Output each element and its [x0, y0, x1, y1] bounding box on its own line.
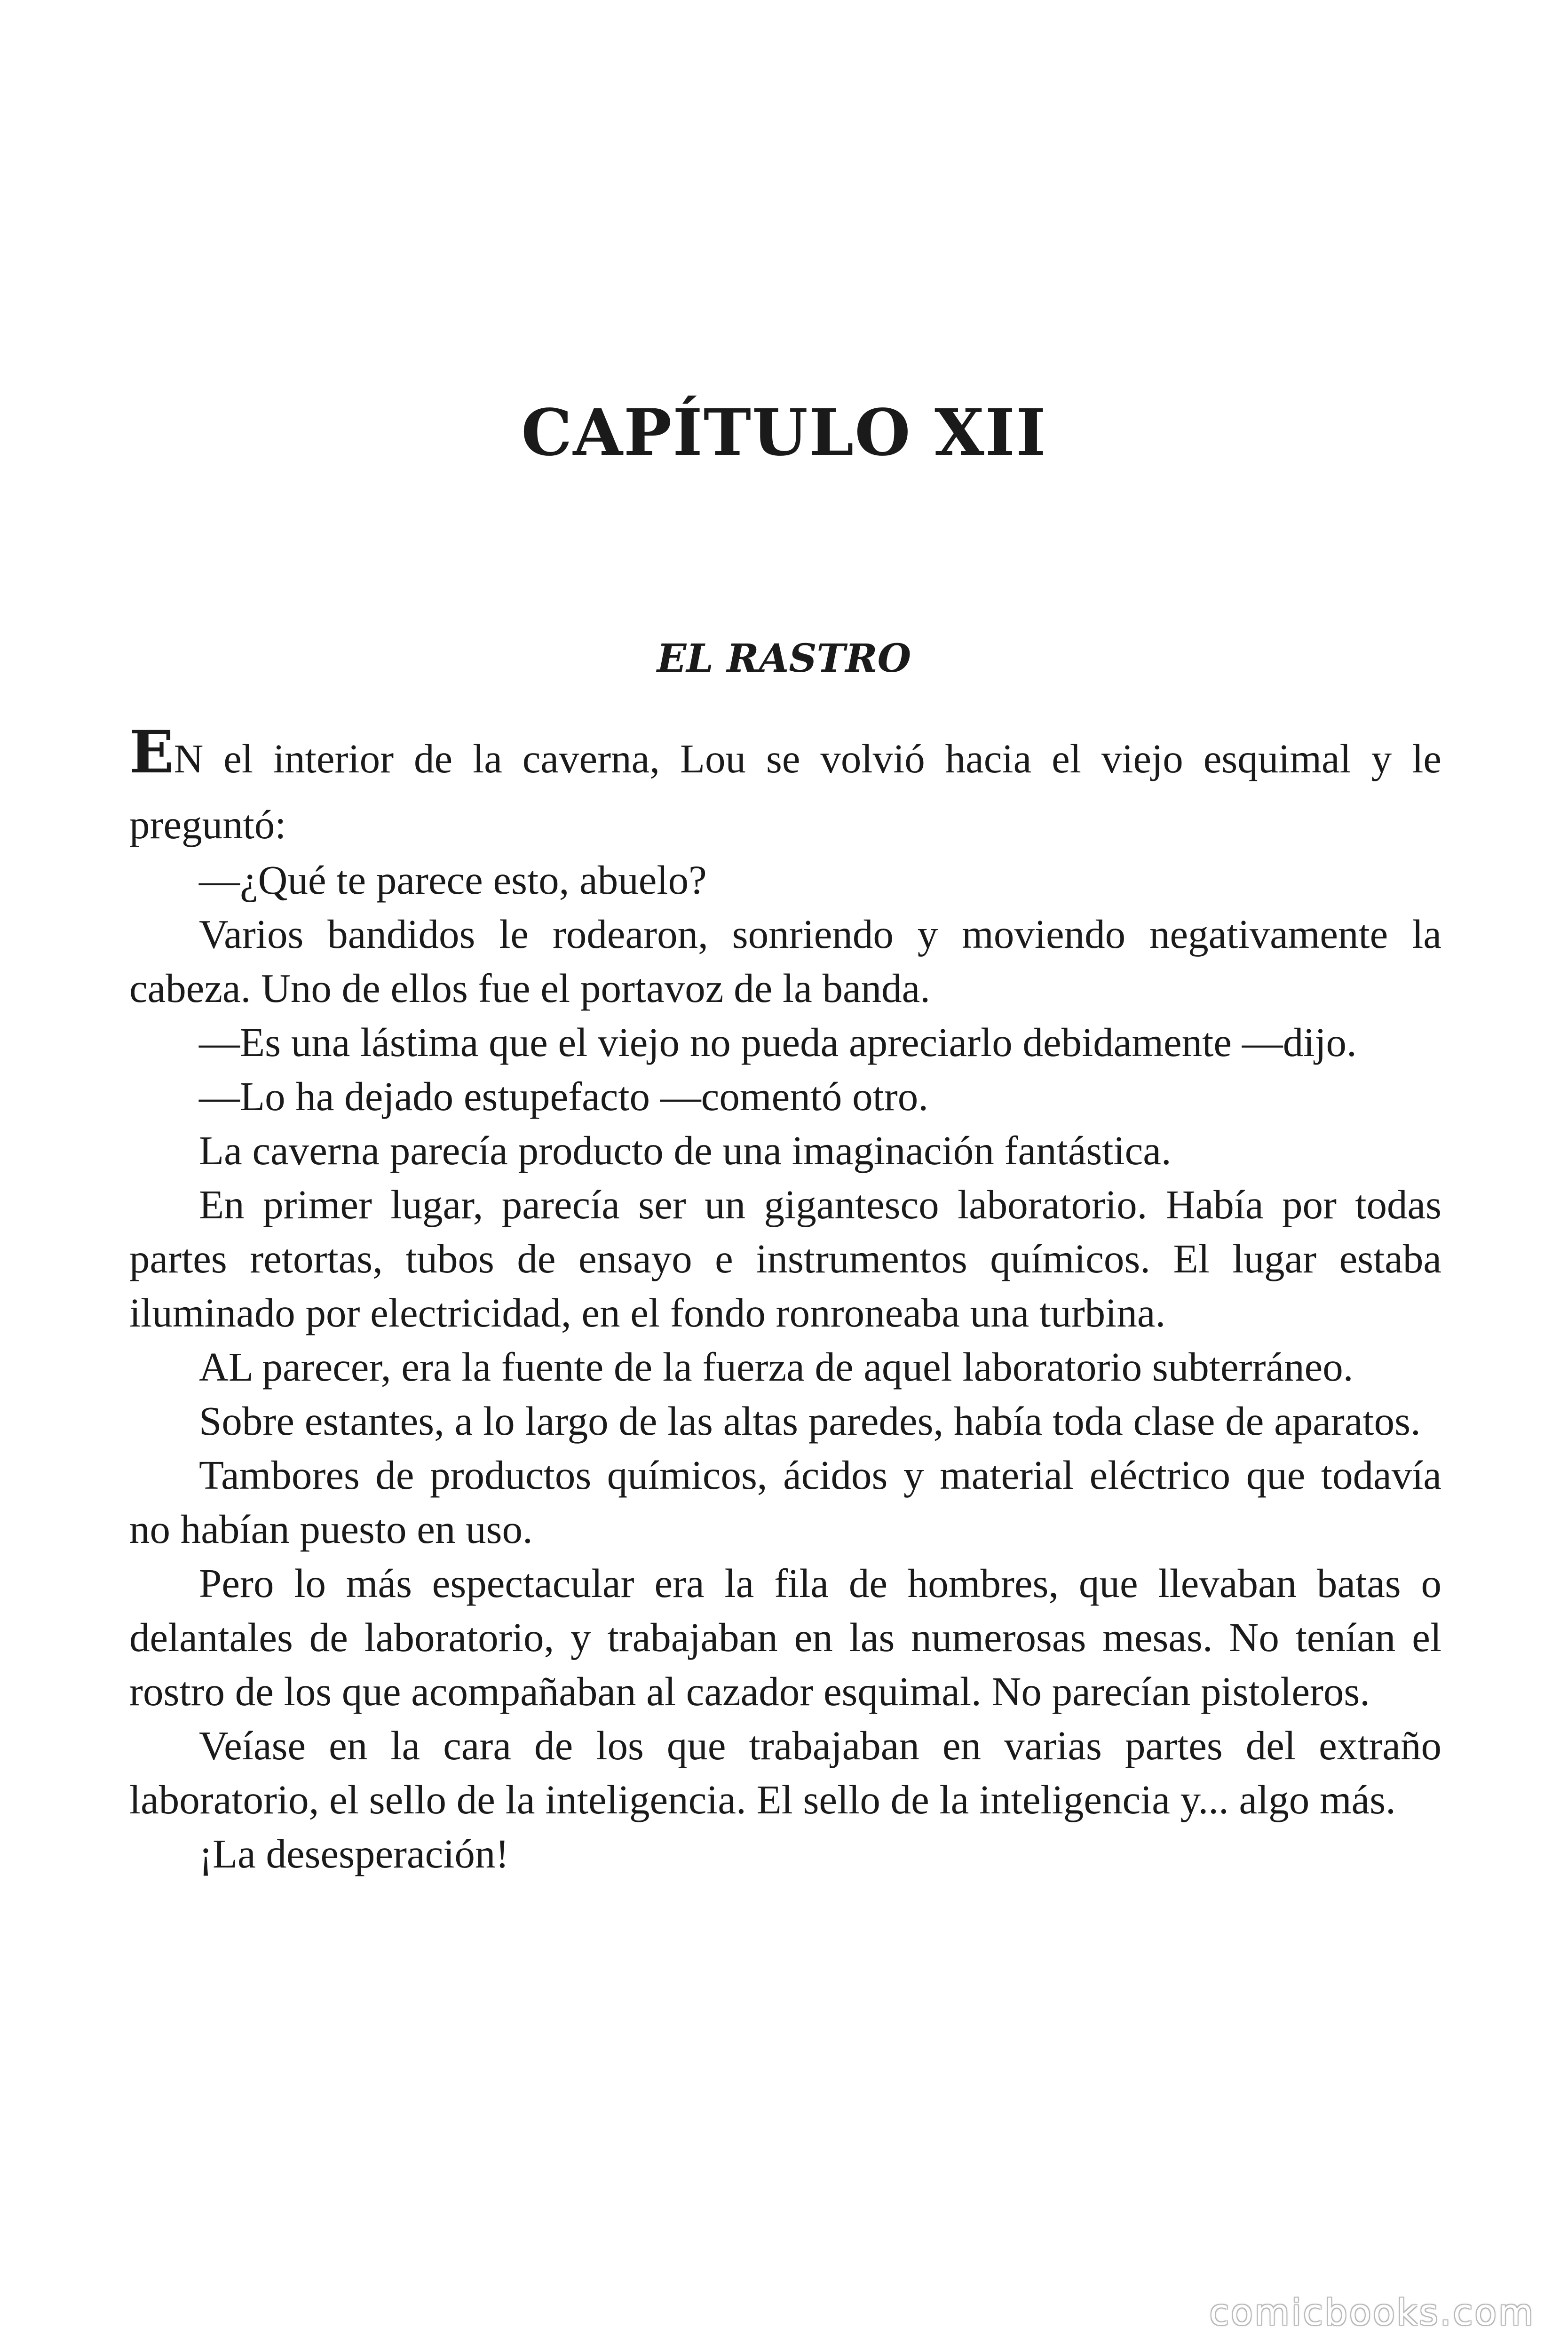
paragraph: Sobre estantes, a lo largo de las altas paredes, había toda clase de aparatos. — [199, 1398, 1421, 1444]
chapter-body — [129, 720, 1441, 1881]
paragraph: Varios bandidos le rodearon, sonriendo y moviendo negativamente la cabeza. Uno de ellos fue el portavoz de la banda. — [129, 911, 1441, 1011]
paragraph: —Lo ha dejado estupefacto —comentó otro. — [199, 1073, 929, 1119]
paragraph-text: N el interior de la caverna, Lou se volvió hacia el viejo esquimal y le preguntó: — [129, 736, 1441, 847]
paragraph: La caverna parecía producto de una imaginación fantástica. — [199, 1128, 1172, 1173]
watermark: comicbooks.com — [1209, 2291, 1535, 2333]
paragraph — [129, 720, 1441, 858]
drop-cap: E — [129, 718, 174, 787]
chapter-title: CAPÍTULO XII — [521, 395, 1047, 470]
paragraph: AL parecer, era la fuente de la fuerza de aquel laboratorio subterráneo. — [199, 1344, 1354, 1390]
paragraph: Veíase en la cara de los que trabajaban en varias partes del extraño laboratorio, el sello de la inteligencia. El sello de la inteligencia y... algo más. — [129, 1723, 1441, 1822]
paragraph: —¿Qué te parece esto, abuelo? — [199, 857, 707, 903]
paragraph: Tambores de productos químicos, ácidos y material eléctrico que todavía no habían puesto en uso. — [129, 1452, 1441, 1552]
paragraph: —Es una lástima que el viejo no pueda apreciarlo debidamente —dijo. — [199, 1019, 1357, 1065]
paragraph: Pero lo más espectacular era la fila de hombres, que llevaban batas o delantales de laboratorio, y trabajaban en las numerosas mesas. No tenían el rostro de los que acompañaban al cazador esquimal. No parecían pistoleros. — [129, 1560, 1441, 1714]
paragraph: En primer lugar, parecía ser un gigantesco laboratorio. Había por todas partes retortas, tubos de ensayo e instrumentos químicos. El lugar estaba iluminado por electricidad, en el fondo ronroneaba una turbina. — [129, 1182, 1441, 1335]
chapter-subtitle: EL RASTRO — [657, 636, 911, 681]
paragraph: ¡La desesperación! — [199, 1831, 509, 1876]
